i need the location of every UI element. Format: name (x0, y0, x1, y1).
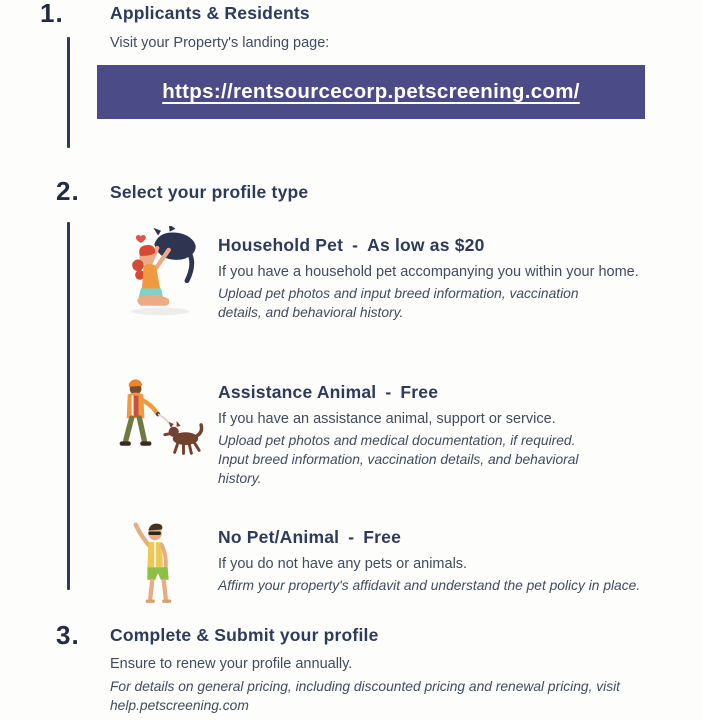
man-waving-icon (122, 516, 194, 607)
step-3-block (110, 625, 622, 716)
option-description: If you have an assistance animal, support or service. (218, 411, 556, 427)
step-1-connector-line (67, 37, 70, 148)
person-walking-dog-icon (110, 376, 210, 468)
man-waving-illustration (122, 516, 194, 607)
step-3-title: Complete & Submit your profile (110, 625, 379, 645)
step-2-connector-line (67, 222, 70, 590)
step-3-subtitle: Ensure to renew your profile annually. (110, 656, 353, 672)
step-2-title: Select your profile type (110, 182, 309, 202)
option-title: No Pet/Animal (218, 527, 340, 547)
option-no-pet-heading (218, 527, 640, 548)
option-assistance-animal (218, 382, 604, 489)
option-no-pet (218, 527, 640, 595)
step-3-number: 3. (56, 620, 80, 650)
woman-holding-cat-icon (112, 226, 212, 320)
option-price: As low as $20 (367, 235, 485, 255)
step-3-details: For details on general pricing, including discounted pricing and renewal pricing, visit help.petscreening.com (110, 678, 620, 714)
heading-separator: - (352, 235, 359, 255)
option-description: If you have a household pet accompanying you within your home. (218, 264, 639, 280)
landing-page-link[interactable]: https://rentsourcecorp.petscreening.com/ (162, 80, 580, 103)
option-title: Household Pet (218, 235, 344, 255)
option-title: Assistance Animal (218, 382, 377, 402)
option-household-pet-heading (218, 235, 639, 256)
step-1-subtitle: Visit your Property's landing page: (110, 35, 330, 51)
option-description: If you do not have any pets or animals. (218, 556, 468, 572)
person-walking-dog-illustration (110, 376, 210, 468)
landing-page-banner (97, 65, 645, 119)
step-1-title: Applicants & Residents (110, 3, 310, 23)
option-price: Free (400, 382, 439, 402)
heading-separator: - (385, 382, 392, 402)
woman-holding-cat-illustration (112, 226, 212, 320)
option-details: Upload pet photos and input breed information, vaccination details, and behavioral history. (218, 285, 579, 321)
option-household-pet (218, 235, 639, 322)
option-price: Free (363, 527, 402, 547)
option-details: Upload pet photos and medical documentation, if required. Input breed information, vaccination details, and behavioral history. (218, 432, 579, 487)
option-details: Affirm your property's affidavit and understand the pet policy in place. (218, 577, 641, 593)
heading-separator: - (348, 527, 355, 547)
option-assistance-animal-heading (218, 382, 604, 403)
step-1-number: 1. (40, 0, 64, 28)
step-2-number: 2. (56, 176, 80, 206)
